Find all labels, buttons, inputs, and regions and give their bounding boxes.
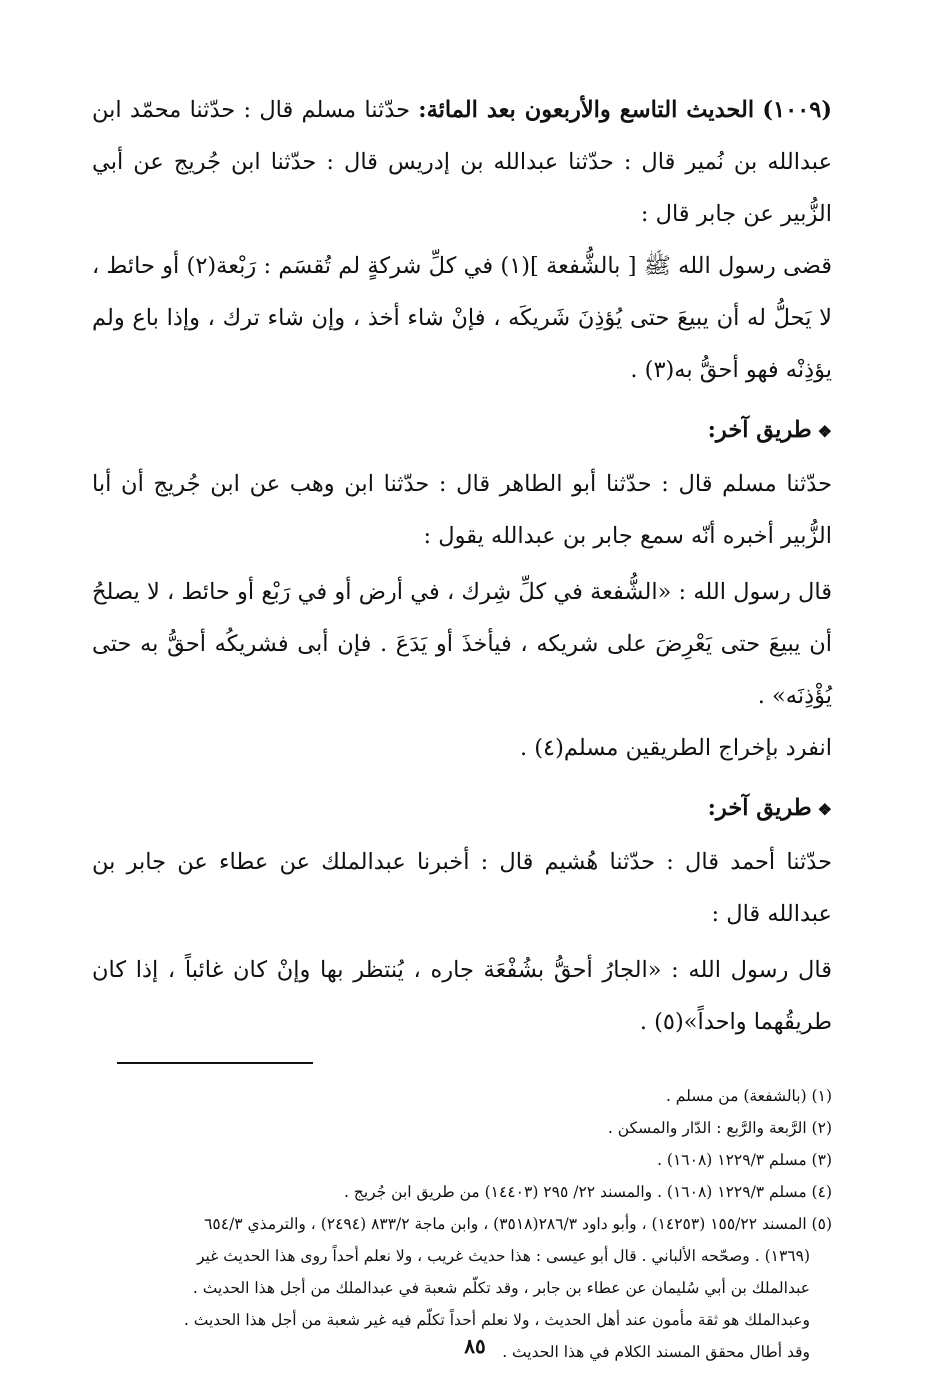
hadith-matn: قضى رسول الله ﷺ [ بالشُّفعة ](١) في كلِّ شركةٍ لم تُقسَم : رَبْعة(٢) أو حائط ، لا يَحلُّ له أن يبيعَ حتى يُؤذِنَ شَريكَه ، فإنْ شاء أخذ ، وإن شاء ترك ، وإذا باع ولم يؤذِنْه فهو أحقُّ به(٣) . <box>92 253 832 383</box>
footnotes <box>92 1080 832 1368</box>
diamond-bullet-icon: ❖ <box>817 422 832 441</box>
route2-isnad: حدّثنا أحمد قال : حدّثنا هُشيم قال : أخبرنا عبدالملك عن عطاء عن جابر بن عبدالله قال : <box>92 849 832 927</box>
route2-matn: قال رسول الله : «الجارُ أحقُّ بشُفْعَة جاره ، يُنتظر بها وإنْ كان غائباً ، إذا كان طريقُهما واحداً»(٥) . <box>92 957 832 1035</box>
footnote-separator <box>92 1062 832 1064</box>
hadith-number: (١٠٠٩) <box>762 97 833 123</box>
route-heading-text: طريق آخر: <box>707 795 812 821</box>
route1-isnad: حدّثنا مسلم قال : حدّثنا أبو الطاهر قال : حدّثنا ابن وهب عن ابن جُريج أن أبا الزُّبير أخبره أنّه سمع جابر بن عبدالله يقول : <box>92 471 832 549</box>
hadith-chain: حدّثنا مسلم قال : حدّثنا محمّد ابن عبدالله بن نُمير قال : حدّثنا عبدالله بن إدريس قال : حدّثنا ابن جُريج عن أبي الزُّبير عن جابر قال : <box>92 97 832 227</box>
footnote-rule <box>117 1062 313 1064</box>
footnote-4: (٤) مسلم ١٢٢٩/٣ (١٦٠٨) . والمسند ٢٢/ ٢٩٥ (١٤٤٠٣) من طريق ابن جُريج . <box>343 1183 832 1201</box>
page-number: ٨٥ <box>464 1334 486 1358</box>
footnote-3: (٣) مسلم ١٢٢٩/٣ (١٦٠٨) . <box>657 1151 832 1169</box>
diamond-bullet-icon: ❖ <box>817 800 832 819</box>
footnote-5-continuation: وقد أطال محقق المسند الكلام في هذا الحديث . <box>502 1343 810 1361</box>
footnote-5-continuation: عبدالملك بن أبي سُليمان عن عطاء بن جابر ، وقد تكلّم شعبة في عبدالملك من أجل هذا الحديث . <box>192 1279 810 1297</box>
hadith-title: الحديث التاسع والأربعون بعد المائة: <box>418 97 755 123</box>
footnote-5: (٥) المسند ١٥٥/٢٢ (١٤٢٥٣) ، وأبو داود ٢٨٦/٣(٣٥١٨) ، وابن ماجة ٨٣٣/٢ (٢٤٩٤) ، والترمذي ٦٥٤/٣ <box>204 1215 832 1233</box>
route1-matn: قال رسول الله : «الشُّفعة في كلِّ شِرك ، في أرض أو في رَبْع أو حائط ، لا يصلحُ أن يبيعَ حتى يَعْرِضَ على شريكه ، فيأخذَ أو يَدَعَ . فإن أبى فشريكُه أحقُّ به حتى يُؤْذِنَه» . <box>92 579 832 709</box>
route-heading-2 <box>92 782 832 836</box>
footnote-2: (٢) الرَّبعة والرَّبع : الدّار والمسكن . <box>607 1119 832 1137</box>
route-heading-1 <box>92 404 832 458</box>
route-heading-text: طريق آخر: <box>707 417 812 443</box>
footnote-5-continuation: وعبدالملك هو ثقة مأمون عند أهل الحديث ، ولا نعلم أحداً تكلّم فيه غير شعبة من أجل هذا الحديث . <box>183 1311 810 1329</box>
footnote-5-continuation: (١٣٦٩) . وصحّحه الألباني . قال أبو عيسى : هذا حديث غريب ، ولا نعلم أحداً روى هذا الحديث غير <box>197 1247 810 1265</box>
footnote-1: (١) (بالشفعة) من مسلم . <box>665 1087 832 1105</box>
route1-note: انفرد بإخراج الطريقين مسلم(٤) . <box>519 735 832 761</box>
hadith-isnad <box>92 84 832 240</box>
